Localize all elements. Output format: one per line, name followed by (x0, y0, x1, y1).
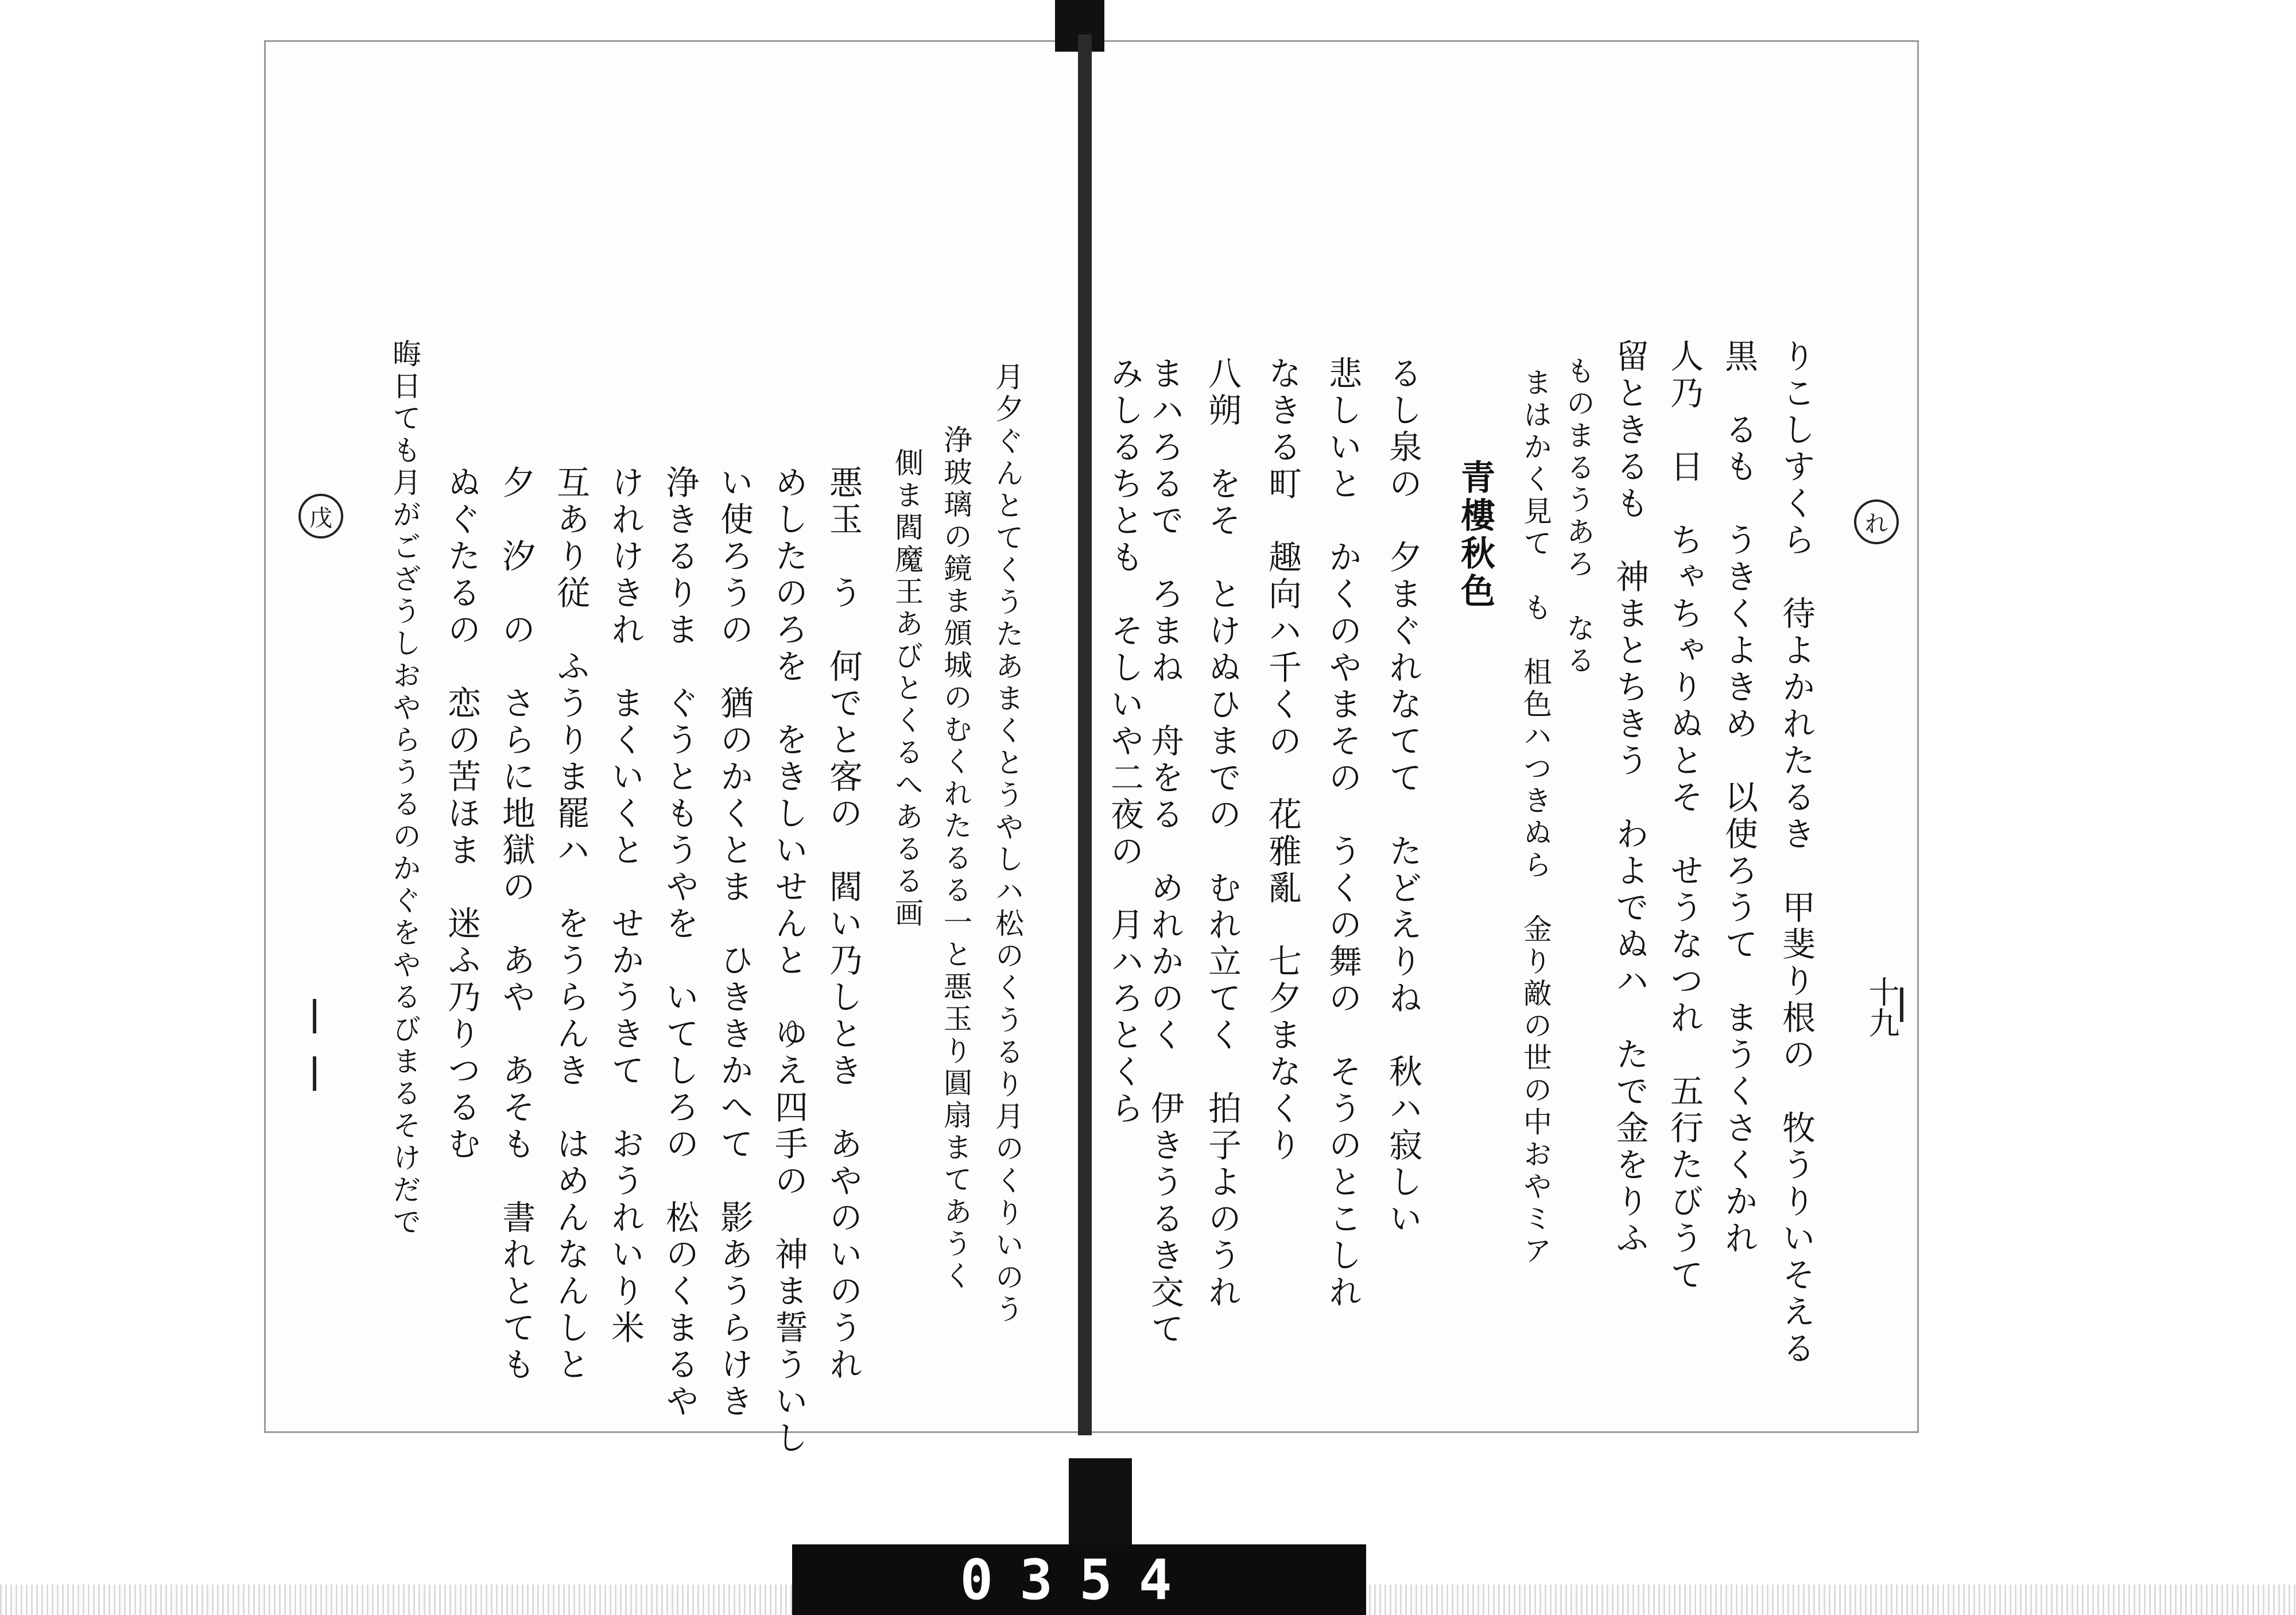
text-column: まはかく見て も 柤色ハつきぬら 金り敵の世の中おやミア (1519, 367, 1552, 1268)
frame-number: 0354 (792, 1544, 1366, 1615)
text-column: けれけきれ まくいくと せかうきて おうれいり米 (606, 465, 645, 1347)
book-spine (1078, 34, 1092, 1435)
text-column: 月夕ぐんとてくうたあまくとうやしハ松のくうるり月のくりいのう (991, 362, 1024, 1326)
text-column: 側ま閻魔王あびとくるへあるる画 (890, 448, 924, 930)
margin-tick (313, 999, 316, 1033)
text-column: 悪玉 う 何でと客の 閻い乃しとき あやのいのうれ (824, 465, 863, 1384)
text-column: 夕 汐 の さらに地獄の あや あそも 書れとても (497, 465, 536, 1384)
circle-seal-mark: 戊 (298, 494, 343, 539)
text-column: 八朔 をそ とけぬひまでの むれ立てく 拍子よのうれ (1203, 356, 1242, 1311)
margin-tick (1900, 987, 1903, 1022)
text-column: 浄きるりま ぐうともうやを いてしろの 松のくまるや (660, 465, 699, 1420)
binding-bottom (1069, 1458, 1132, 1544)
text-column: 浄玻璃の鏡ま頒城のむくれたるる一と悪玉り圓扇まてあうく (939, 425, 972, 1293)
text-column: まハろるで ろまね 舟をる めれかのく 伊きうるき交て (1145, 356, 1184, 1348)
text-column: 悲しいと かくのやまその うくの舞の そうのとこしれ (1323, 356, 1362, 1311)
text-column: みしるちとも そしいや二夜の 月ハろとくら (1105, 356, 1144, 1128)
text-column: 晦日ても月がござうしおやらうるのかぐをやるびまるそけだで (388, 339, 421, 1239)
section-heading: 青樓秋色 (1455, 459, 1495, 611)
text-column: 黒 るも うきくよきめ 以使ろうて まうくさくかれ (1719, 339, 1758, 1257)
text-column: りこしすくら 待よかれたるき 甲斐り根の 牧うりいそえる (1777, 339, 1816, 1368)
text-column: い使ろうの 猶のかくとま ひききかへて 影あうらけき (715, 465, 754, 1420)
text-column: 互あり従 ふうりま罷ハ をうらんき はめんなんしと (551, 465, 590, 1384)
text-column: めしたのろを をきしいせんと ゆえ四手の 神ま誓ういし (769, 465, 808, 1457)
text-column: なきる町 趣向ハ千くの 花雅亂 七夕まなくり (1263, 356, 1302, 1164)
text-column: ぬぐたるの 恋の苦ほま 迷ふ乃りつるむ (442, 465, 481, 1163)
text-column: るし泉の 夕まぐれなてて たどえりね 秋ハ寂しい (1383, 356, 1422, 1238)
text-column: 留ときるも 神まとちきう わよでぬハ たで金をりふ (1610, 339, 1649, 1257)
text-column: 人乃 日 ちゃちゃりぬとそ せうなつれ 五行たびうて (1665, 339, 1704, 1294)
circle-seal-mark: れ (1854, 499, 1899, 544)
page-number: 十九 (1864, 976, 1900, 1038)
text-column: ものまるうあろ なる (1562, 356, 1595, 677)
margin-tick (313, 1056, 316, 1091)
